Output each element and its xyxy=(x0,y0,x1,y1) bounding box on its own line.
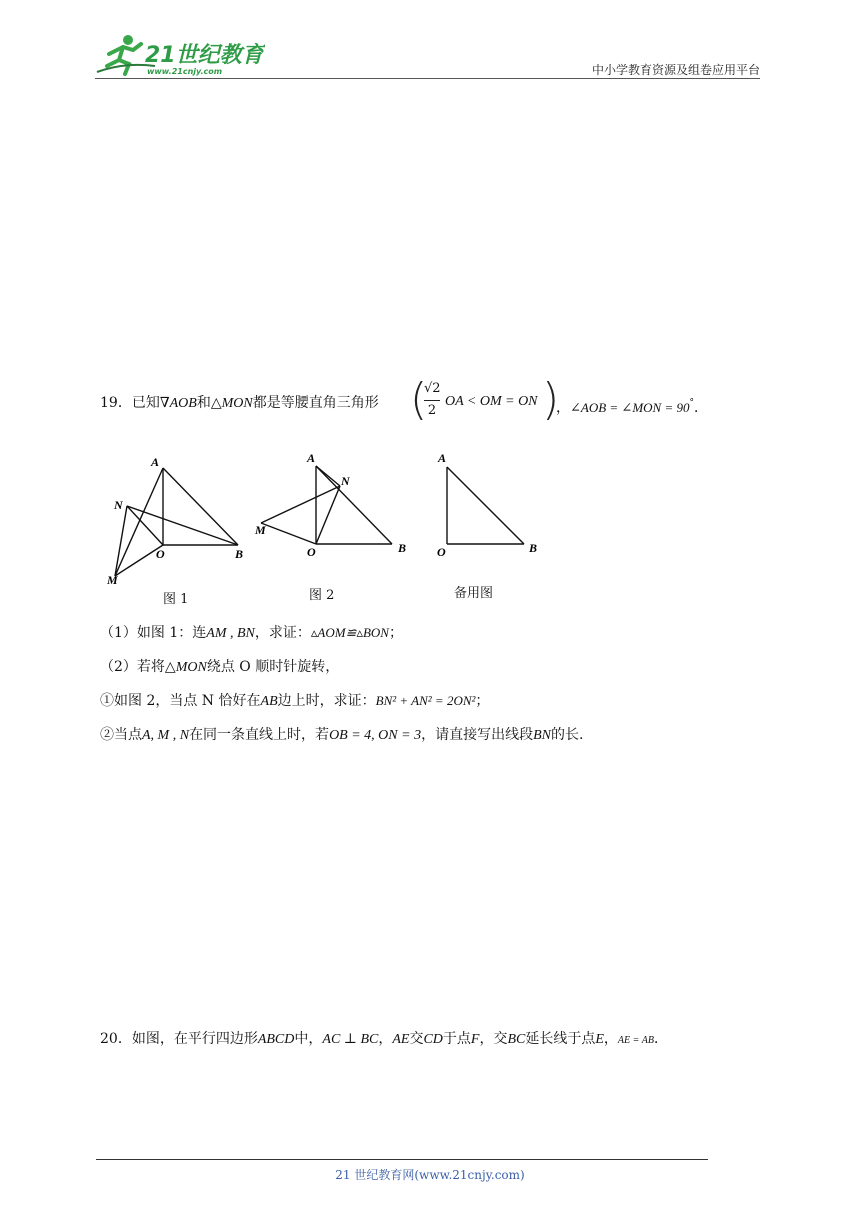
fig1-label-n: N xyxy=(114,498,123,512)
svg-text:www.21cnjy.com: www.21cnjy.com xyxy=(147,67,223,76)
fig3-label-a: A xyxy=(438,451,447,465)
fig1-label-m: M xyxy=(107,573,118,587)
q19-tail xyxy=(556,393,708,418)
q20-ae: AE xyxy=(392,1032,410,1047)
q19-tri1: AOB xyxy=(169,396,197,411)
part2-symbol: △ xyxy=(164,659,176,675)
page-header xyxy=(95,30,760,78)
q19-part-2b xyxy=(100,725,583,746)
q20-stem xyxy=(100,1029,668,1051)
fig3-label-b: B xyxy=(529,541,538,555)
footer-link[interactable]: 21 世纪教育网(www.21cnjy.com) xyxy=(335,1168,525,1182)
svg-text:21世纪教育: 21世纪教育 xyxy=(145,43,264,68)
q20-perpendicular: AC ⊥ BC xyxy=(322,1032,379,1047)
q19-tri1-symbol: ∇ xyxy=(159,395,170,411)
q19-stem xyxy=(100,393,379,414)
part2b-prefix: ②当点 xyxy=(100,727,142,743)
part1-mid: ，求证： xyxy=(254,625,311,641)
part2a-end: ； xyxy=(475,693,490,709)
figure-spare-caption: 备用图 xyxy=(454,586,494,601)
header-divider xyxy=(95,78,760,79)
part1-claim: ▵AOM≌▵BON xyxy=(310,625,389,640)
q20-quadrilateral: ABCD xyxy=(257,1032,295,1047)
header-platform-text: 中小学教育资源及组卷应用平台 xyxy=(591,63,760,77)
figure-spare xyxy=(430,448,550,568)
q19-part-2 xyxy=(100,657,339,678)
right-paren: ) xyxy=(542,374,560,425)
q20-point-e: E xyxy=(595,1032,604,1047)
q19-tri2: MON xyxy=(221,396,253,411)
part2b-points: A, M , N xyxy=(142,728,190,743)
part1-end: ； xyxy=(388,625,403,641)
part1-prefix: （1）如图 1：连 xyxy=(100,625,207,641)
fig1-label-a: A xyxy=(151,455,160,469)
fig2-label-a: A xyxy=(307,451,316,465)
part2b-segment: BN xyxy=(533,728,551,743)
q20-text-2: 中， xyxy=(294,1031,323,1047)
q20-text-9: ． xyxy=(653,1031,668,1047)
left-paren: ( xyxy=(410,374,428,425)
q19-text-4: ， xyxy=(556,400,570,416)
q19-text-1: 已知 xyxy=(131,395,160,411)
q19-text-3: 都是等腰直角三角形 xyxy=(252,395,379,411)
part2-rest: 绕点 O 顺时针旋转， xyxy=(206,659,340,675)
fig2-label-m: M xyxy=(255,523,266,537)
q19-text-2: 和 xyxy=(196,395,211,411)
fraction-denominator: 2 xyxy=(427,403,437,418)
fig1-label-b: B xyxy=(235,547,244,561)
part2b-mid: 在同一条直线上时，若 xyxy=(189,727,330,743)
q19-part-2a xyxy=(100,691,489,712)
fig2-label-o: O xyxy=(307,545,316,559)
fig2-label-b: B xyxy=(398,541,407,555)
fig3-label-o: O xyxy=(437,545,446,559)
part2a-equation: BN² + AN² = 2ON² xyxy=(375,693,476,708)
degree-symbol: ° xyxy=(689,398,694,408)
figure-1 xyxy=(100,448,260,588)
fig1-label-o: O xyxy=(156,547,165,561)
part2b-end: 的长. xyxy=(550,727,584,743)
q20-text-6: ，交 xyxy=(479,1031,508,1047)
q20-point-f: F xyxy=(470,1032,480,1047)
q20-text-1: 如图，在平行四边形 xyxy=(131,1031,258,1047)
figure-2 xyxy=(252,448,412,568)
part2b-mid2: ，请直接写出线段 xyxy=(421,727,534,743)
part2a-mid: 边上时，求证： xyxy=(277,693,376,709)
part2-prefix: （2）若将 xyxy=(100,659,165,675)
fraction-numerator: √2 xyxy=(424,381,441,396)
footer-divider xyxy=(96,1159,708,1160)
q19-text-5: ． xyxy=(694,400,708,416)
q19-tri2-symbol: △ xyxy=(210,395,222,411)
fraction-bar xyxy=(424,400,440,401)
q19-condition: OA < OM = ON xyxy=(445,394,538,409)
q20-cd: CD xyxy=(423,1032,443,1047)
q20-text-7: 延长线于点 xyxy=(525,1031,596,1047)
q20-number: 20． xyxy=(100,1031,132,1047)
q20-text-5: 于点 xyxy=(442,1031,471,1047)
site-logo xyxy=(95,32,265,78)
part2a-segment: AB xyxy=(260,694,278,709)
q19-number: 19． xyxy=(100,395,132,411)
q20-equation: AE = AB xyxy=(617,1035,654,1046)
q19-part-1 xyxy=(100,623,403,644)
q19-angle-condition: ∠AOB = ∠MON = 90 xyxy=(570,400,690,415)
figure-2-caption: 图 2 xyxy=(309,588,335,603)
part2b-given: OB = 4, ON = 3 xyxy=(329,728,422,743)
figure-1-caption: 图 1 xyxy=(163,592,189,607)
part2-triangle: MON xyxy=(175,660,207,675)
q20-bc: BC xyxy=(507,1032,526,1047)
q20-text-4: 交 xyxy=(409,1031,424,1047)
part1-segments: AM , BN xyxy=(206,626,255,641)
fig2-label-n: N xyxy=(341,474,350,488)
q20-text-8: ， xyxy=(603,1031,618,1047)
q20-text-3: ， xyxy=(378,1031,393,1047)
part2a-prefix: ①如图 2，当点 N 恰好在 xyxy=(100,693,261,709)
